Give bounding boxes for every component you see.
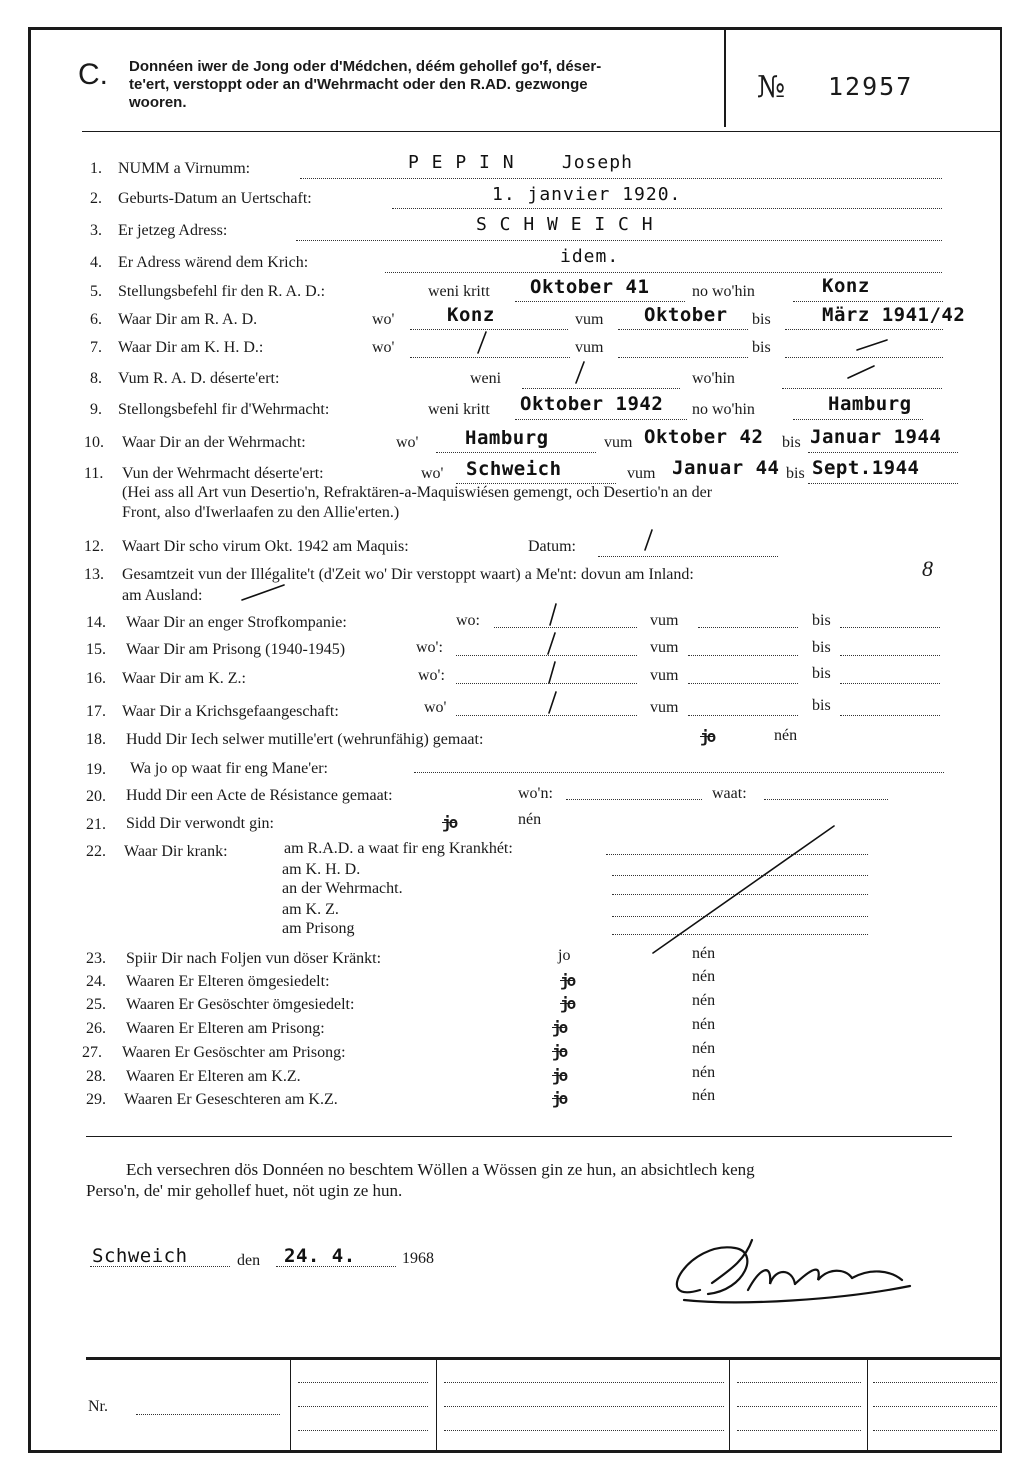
field-number-10: 10. xyxy=(84,434,104,451)
declaration-line-1: Ech versechren dös Donnéen no beschtem Wöllen a Wössen gin ze hun, an absichtlech keng xyxy=(126,1160,755,1179)
field-label-siblings-kz: Waaren Er Geseschteren am K.Z. xyxy=(124,1091,338,1108)
rad-to: März 1941/42 xyxy=(822,304,966,326)
field-number-23: 23. xyxy=(86,950,106,967)
field-label-address: Er jetzeg Adress: xyxy=(118,222,228,239)
field-number-24: 24. xyxy=(86,973,106,990)
field-number-1: 1. xyxy=(90,160,102,177)
section-letter: C. xyxy=(78,58,108,91)
field-number-17: 17. xyxy=(86,703,106,720)
field-label-punishment: Waar Dir an enger Strofkompanie: xyxy=(126,614,347,631)
field-label-prison: Waar Dir am Prisong (1940-1945) xyxy=(126,641,346,658)
field-number-2: 2. xyxy=(90,190,102,207)
field-label-abroad: am Ausland: xyxy=(122,587,203,604)
footer-rule xyxy=(86,1357,1002,1360)
field-number-19: 19. xyxy=(86,761,106,778)
field-label-resistance: Hudd Dir een Acte de Résistance gemaat: xyxy=(126,787,393,804)
footer-col-3 xyxy=(729,1358,730,1450)
wehrmacht-order-date: Oktober 1942 xyxy=(520,393,664,415)
answer-nen-18: nén xyxy=(774,727,798,744)
field-label-khd: Waar Dir am K. H. D.: xyxy=(118,339,264,356)
field-label-self-mutilation: Hudd Dir Iech selwer mutille'ert (wehrunfähig) gemaat: xyxy=(126,731,484,748)
field-number-5: 5. xyxy=(90,283,102,300)
handwritten-signature xyxy=(677,1240,910,1302)
field-label-wehrmacht: Waar Dir an der Wehrmacht: xyxy=(122,434,306,451)
form-number: 12957 xyxy=(828,72,914,101)
field-number-21: 21. xyxy=(86,816,106,833)
field-label-rad-order: Stellungsbefehl fir den R. A. D.: xyxy=(118,283,326,300)
field-number-6: 6. xyxy=(90,311,102,328)
number-symbol: № xyxy=(757,70,786,105)
rad-place: Konz xyxy=(447,304,495,326)
footer-col-1 xyxy=(290,1358,291,1450)
wehrmacht-from: Oktober 42 xyxy=(644,426,764,448)
section-title-line-3: wooren. xyxy=(129,94,187,111)
answer-nen-26: nén xyxy=(692,1016,716,1033)
footer-nr-label: Nr. xyxy=(88,1398,108,1415)
field-label-kz: Waar Dir am K. Z.: xyxy=(122,670,246,687)
field-label-wehrmacht-order: Stellongsbefehl fir d'Wehrmacht: xyxy=(118,401,330,418)
sign-date: 24. 4. xyxy=(284,1245,356,1267)
field-label-illegality: Gesamtzeit vun der Illégalite't (d'Zeit wo' Dir verstoppt waart) a Me'nt: dovun am Inland: xyxy=(122,566,694,583)
struck-jo-21: jo xyxy=(442,813,456,832)
field-number-15: 15. xyxy=(86,641,106,658)
field-label-wounded: Sidd Dir verwondt gin: xyxy=(126,815,274,832)
wehrmacht-order-place: Hamburg xyxy=(828,393,912,415)
answer-nen-21: nén xyxy=(518,811,542,828)
field-number-25: 25. xyxy=(86,996,106,1013)
field-value-address: S C H W E I C H xyxy=(476,214,654,235)
field-number-20: 20. xyxy=(86,788,106,805)
field-label-parents-prison: Waaren Er Elteren am Prisong: xyxy=(126,1020,325,1037)
declaration-line-2: Perso'n, de' mir gehollef huet, nöt ugin ze hun. xyxy=(86,1181,403,1200)
field-number-14: 14. xyxy=(86,614,106,631)
answer-nen-25: nén xyxy=(692,992,716,1009)
field-label-rad-desertion: Vum R. A. D. déserte'ert: xyxy=(118,370,280,387)
section-title-line-2: te'ert, verstoppt oder an d'Wehrmacht oder den R.AD. gezwonge xyxy=(129,76,588,93)
frame-bottom xyxy=(28,1450,1002,1453)
field-label-after-effects: Spiir Dir nach Foljen vun döser Kränkt: xyxy=(126,950,382,967)
answer-jo-28: jo xyxy=(552,1066,566,1085)
answer-nen-28: nén xyxy=(692,1064,716,1081)
field-number-11: 11. xyxy=(84,465,104,482)
cancellation-strokes xyxy=(242,332,887,953)
field-value-name: P E P I N Joseph xyxy=(408,152,633,173)
field-number-12: 12. xyxy=(84,538,104,555)
rad-from: Oktober xyxy=(644,304,728,326)
section-title-line-1: Donnéen iwer de Jong oder d'Médchen, déém gehollef go'f, déser- xyxy=(129,58,602,75)
field-number-22: 22. xyxy=(86,843,106,860)
answer-jo-26: jo xyxy=(552,1018,566,1037)
field-value-wartime-address: idem. xyxy=(560,246,620,267)
answer-jo-24: jo xyxy=(560,971,574,990)
field-number-3: 3. xyxy=(90,222,102,239)
note-11-line-1: (Hei ass all Art vun Desertio'n, Refraktären-a-Maquiswiésen gemengt, och Desertio'n an der xyxy=(122,484,713,501)
answer-nen-23: nén xyxy=(692,945,716,962)
footer-col-2 xyxy=(436,1358,437,1450)
field-label-parents-kz: Waaren Er Elteren am K.Z. xyxy=(126,1068,301,1085)
field-number-9: 9. xyxy=(90,401,102,418)
field-label-wehrmacht-desertion: Vun der Wehrmacht déserte'ert: xyxy=(122,465,324,482)
answer-jo-25: jo xyxy=(560,994,574,1013)
footer-col-4 xyxy=(867,1358,868,1450)
field-label-rad: Waar Dir am R. A. D. xyxy=(118,311,258,328)
field-number-28: 28. xyxy=(86,1068,106,1085)
field-value-birth: 1. janvier 1920. xyxy=(492,184,682,205)
struck-jo-18: jo xyxy=(700,727,714,746)
field-label-siblings-resettled: Waaren Er Gesöschter ömgesiedelt: xyxy=(126,996,355,1013)
answer-jo-29: jo xyxy=(552,1089,566,1108)
answer-nen-24: nén xyxy=(692,968,716,985)
field-number-4: 4. xyxy=(90,254,102,271)
field-number-18: 18. xyxy=(86,731,106,748)
rad-order-date: Oktober 41 xyxy=(530,276,650,298)
answer-nen-27: nén xyxy=(692,1040,716,1057)
illegality-months: 8 xyxy=(922,556,933,581)
field-label-siblings-prison: Waaren Er Gesöschter am Prisong: xyxy=(122,1044,346,1061)
rad-order-place: Konz xyxy=(822,275,870,297)
field-label-illness: Waar Dir krank: xyxy=(124,843,228,860)
field-number-13: 13. xyxy=(84,566,104,583)
field-number-29: 29. xyxy=(86,1091,106,1108)
desertion-from: Januar 44 xyxy=(672,457,780,479)
answer-jo-23: jo xyxy=(558,947,571,964)
field-label-pow: Waar Dir a Krichsgefaangeschaft: xyxy=(122,703,339,720)
field-label-wartime-address: Er Adress wärend dem Krich: xyxy=(118,254,309,271)
field-label-name: NUMM a Virnumm: xyxy=(118,160,251,177)
field-number-8: 8. xyxy=(90,370,102,387)
sign-place: Schweich xyxy=(92,1245,188,1267)
field-label-maquis: Waart Dir scho virum Okt. 1942 am Maquis: xyxy=(122,538,409,555)
field-label-manner: Wa jo op waat fir eng Mane'er: xyxy=(130,760,328,777)
wehrmacht-to: Januar 1944 xyxy=(810,426,942,448)
sign-year: 1968 xyxy=(402,1250,434,1267)
field-number-16: 16. xyxy=(86,670,106,687)
desertion-to: Sept.1944 xyxy=(812,457,920,479)
answer-jo-27: jo xyxy=(552,1042,566,1061)
sign-den-label: den xyxy=(237,1252,261,1269)
desertion-place: Schweich xyxy=(466,458,562,480)
answer-nen-29: nén xyxy=(692,1087,716,1104)
note-11-line-2: Front, also d'Iwerlaafen zu den Allie'erten.) xyxy=(122,504,400,521)
field-number-7: 7. xyxy=(90,339,102,356)
field-number-27: 27. xyxy=(82,1044,102,1061)
field-label-birth: Geburts-Datum an Uertschaft: xyxy=(118,190,312,207)
field-number-26: 26. xyxy=(86,1020,106,1037)
wehrmacht-place: Hamburg xyxy=(465,427,549,449)
field-label-parents-resettled: Waaren Er Elteren ömgesiedelt: xyxy=(126,973,330,990)
